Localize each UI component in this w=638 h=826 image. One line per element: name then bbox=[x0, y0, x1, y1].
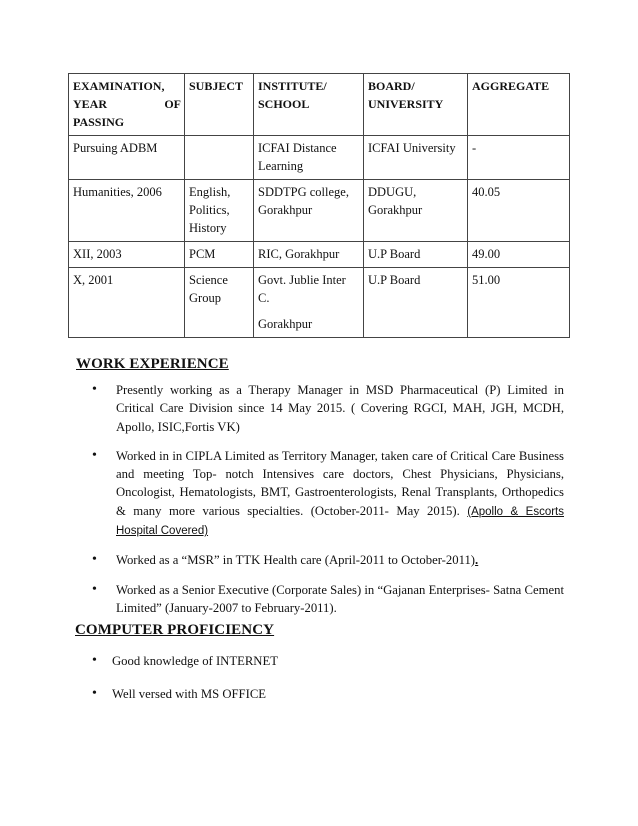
header-aggregate: AGGREGATE bbox=[468, 74, 570, 136]
header-exam-line1: EXAMINATION, bbox=[73, 79, 165, 93]
work-experience-list bbox=[90, 381, 564, 628]
cell-institute-line2: Learning bbox=[258, 159, 304, 173]
header-board-line2: UNIVERSITY bbox=[368, 97, 444, 111]
table-row bbox=[69, 242, 570, 268]
cell-subject-line1: English, bbox=[189, 185, 231, 199]
cell-institute bbox=[254, 136, 364, 180]
cell-aggregate: 49.00 bbox=[468, 242, 570, 268]
cell-institute-line1: SDDTPG college, bbox=[258, 185, 349, 199]
list-item-text: Worked as a “MSR” in TTK Health care (April-2011 to October-2011) bbox=[116, 553, 476, 568]
cell-institute-line3: Gorakhpur bbox=[258, 317, 313, 331]
cell-institute-line1: Govt. Jublie Inter bbox=[258, 273, 346, 287]
cell-board bbox=[364, 180, 468, 242]
cell-institute-line2: Gorakhpur bbox=[258, 203, 313, 217]
list-item bbox=[90, 551, 564, 569]
table-row bbox=[69, 136, 570, 180]
cell-institute bbox=[254, 180, 364, 242]
cell-aggregate: 51.00 bbox=[468, 268, 570, 338]
cell-board: U.P Board bbox=[364, 268, 468, 338]
computer-proficiency-list bbox=[90, 652, 564, 719]
cell-institute bbox=[254, 268, 364, 338]
cell-subject bbox=[185, 180, 254, 242]
cell-board-line2: Gorakhpur bbox=[368, 203, 423, 217]
header-institute bbox=[254, 74, 364, 136]
header-exam-line3: PASSING bbox=[73, 115, 125, 129]
header-institute-line2: SCHOOL bbox=[258, 97, 310, 111]
cell-institute: RIC, Gorakhpur bbox=[254, 242, 364, 268]
cell-subject bbox=[185, 136, 254, 180]
header-institute-line1: INSTITUTE/ bbox=[258, 79, 327, 93]
hospitals-covered-link[interactable]: (Apollo & Escorts Hospital Covered) bbox=[116, 505, 564, 538]
list-item-text: Worked in in CIPLA Limited as Territory Manager, taken care of Critical Care Business and meeting Top- notch Intensives care doctors, Chest Physicians, Physicians, Oncologist, Hematologists, BMT, Gastroenterologists, Renal Transplants, Orthopedics & many more various specialties. (October-2011- May 2015). bbox=[116, 448, 564, 518]
header-exam-year: YEAR bbox=[73, 97, 108, 111]
cell-exam: XII, 2003 bbox=[69, 242, 185, 268]
cell-subject-line2: Politics, bbox=[189, 203, 230, 217]
cell-subject bbox=[185, 268, 254, 338]
cell-exam: X, 2001 bbox=[69, 268, 185, 338]
list-item-tail: . bbox=[475, 553, 479, 568]
header-subject: SUBJECT bbox=[185, 74, 254, 136]
cell-institute-line2: C. bbox=[258, 291, 270, 305]
header-board-line1: BOARD/ bbox=[368, 79, 415, 93]
cell-aggregate: - bbox=[468, 136, 570, 180]
cell-exam: Humanities, 2006 bbox=[69, 180, 185, 242]
list-item: • Good knowledge of INTERNET bbox=[90, 652, 564, 670]
cell-exam: Pursuing ADBM bbox=[69, 136, 185, 180]
cell-board: ICFAI University bbox=[364, 136, 468, 180]
list-item-text: Presently working as a Therapy Manager in MSD Pharmaceutical (P) Limited in Critical Care Division since 14 May 2015. ( Covering RGCI, MAH, JGH, MCDH, Apollo, ISIC,Fortis VK) bbox=[116, 383, 564, 434]
cell-subject-line1: Science bbox=[189, 273, 228, 287]
cell-subject: PCM bbox=[185, 242, 254, 268]
header-examination bbox=[69, 74, 185, 136]
computer-proficiency-title: COMPUTER PROFICIENCY bbox=[75, 622, 275, 638]
list-item-text: Worked as a Senior Executive (Corporate Sales) in “Gajanan Enterprises- Satna Cement Limited” (January-2007 to February-2011). bbox=[116, 582, 564, 615]
work-experience-title: WORK EXPERIENCE bbox=[76, 356, 229, 372]
header-board bbox=[364, 74, 468, 136]
cell-subject-line3: History bbox=[189, 221, 227, 235]
table-row bbox=[69, 268, 570, 338]
cell-board-line1: DDUGU, bbox=[368, 185, 417, 199]
list-item: • Well versed with MS OFFICE bbox=[90, 685, 564, 703]
cell-subject-line2: Group bbox=[189, 291, 221, 305]
header-exam-line2 bbox=[73, 95, 181, 113]
education-table bbox=[68, 73, 570, 338]
cell-board: U.P Board bbox=[364, 242, 468, 268]
list-item bbox=[90, 381, 564, 436]
list-item bbox=[90, 447, 564, 540]
header-exam-of: OF bbox=[164, 97, 181, 111]
table-header-row bbox=[69, 74, 570, 136]
cell-institute-line1: ICFAI Distance bbox=[258, 141, 337, 155]
cell-aggregate: 40.05 bbox=[468, 180, 570, 242]
list-item bbox=[90, 581, 564, 618]
table-row bbox=[69, 180, 570, 242]
